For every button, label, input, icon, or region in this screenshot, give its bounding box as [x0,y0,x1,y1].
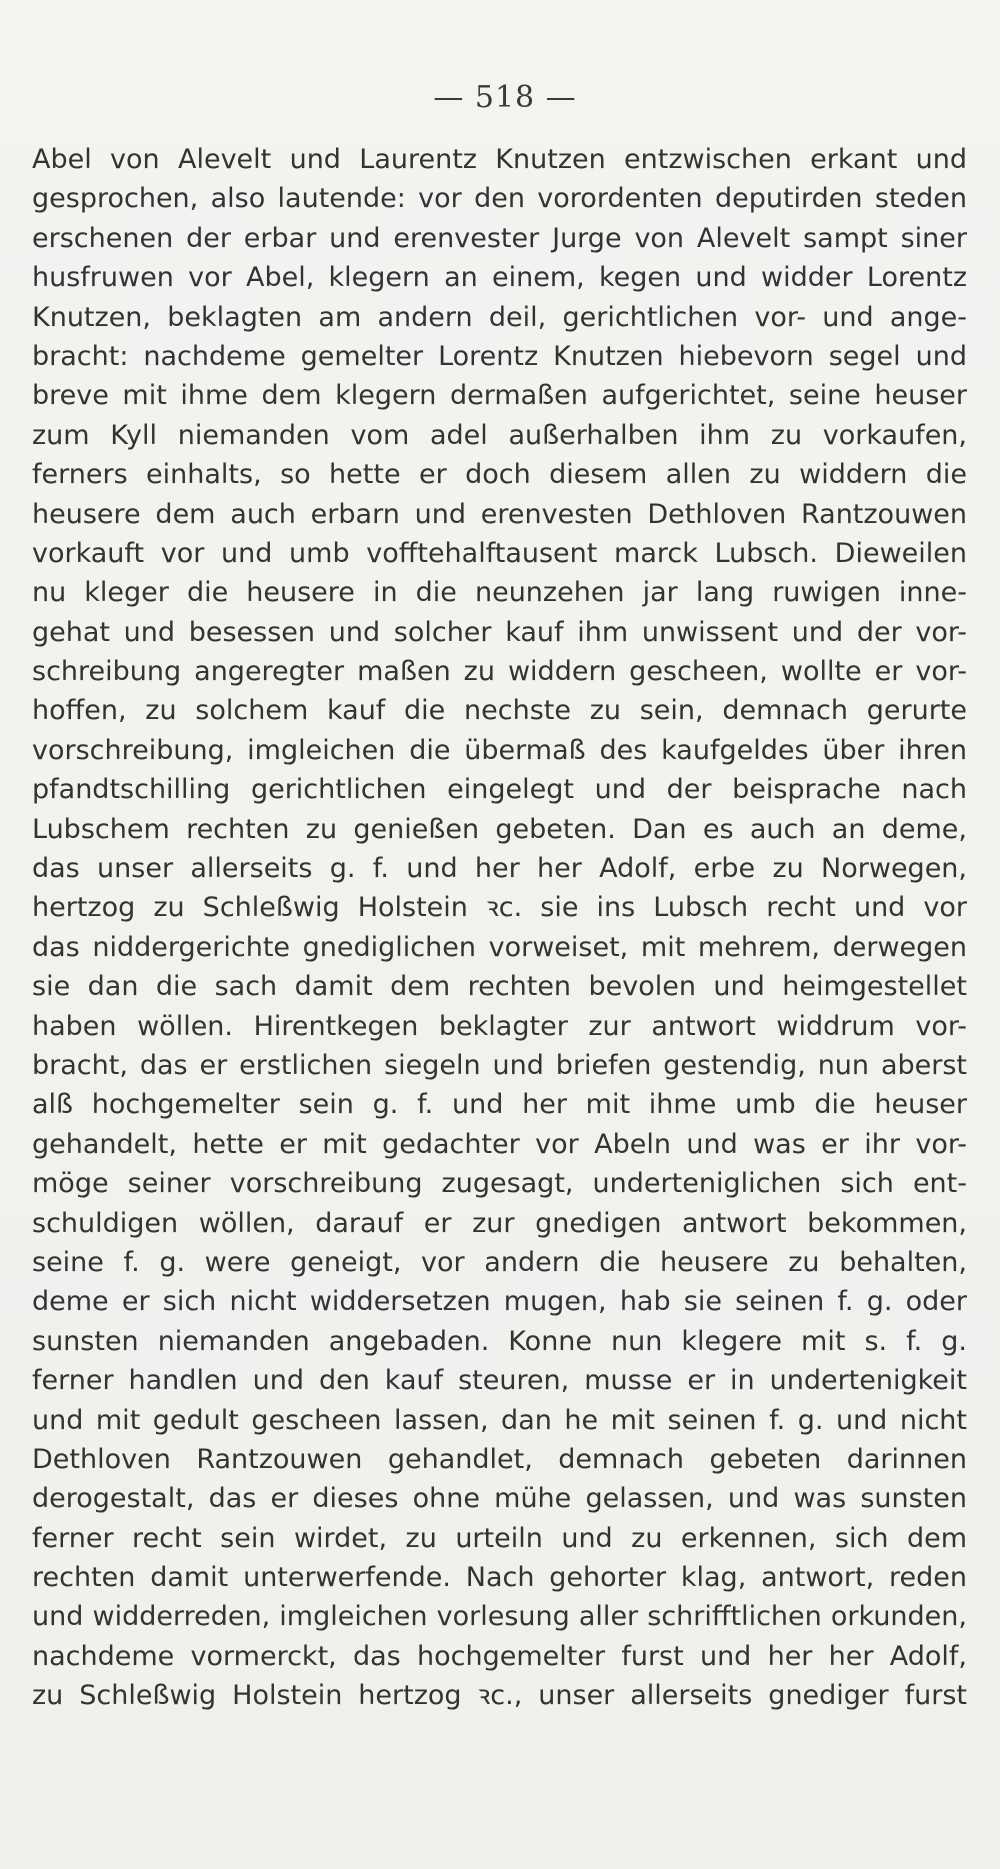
text-line: Knutzen, beklagten am andern deil, gerichtlichen vor- und ange- [32,301,967,333]
text-line: bracht, das er erstlichen siegeln und briefen gestendig, nun aberst [32,1049,967,1081]
text-line: vorkauft vor und umb vofftehalftausent marck Lubsch. Dieweilen [32,537,967,569]
text-line: das niddergerichte gnediglichen vorweiset, mit mehrem, derwegen [32,931,967,963]
text-line: gesprochen, also lautende: vor den vorordenten deputirden steden [32,183,967,215]
text-line: und mit gedult gescheen lassen, dan he mit seinen f. g. und nicht [32,1404,967,1436]
text-line: husfruwen vor Abel, klegern an einem, kegen und widder Lorentz [32,262,967,294]
text-line: hoffen, zu solchem kauf die nechste zu sein, demnach gerurte [32,695,967,727]
text-line: vorschreibung, imgleichen die übermaß des kaufgeldes über ihren [32,734,967,766]
text-line: gehandelt, hette er mit gedachter vor Abeln und was er ihr vor- [32,1128,967,1160]
text-line: ferner recht sein wirdet, zu urteiln und zu erkennen, sich dem [32,1522,967,1554]
text-line: breve mit ihme dem klegern dermaßen aufgerichtet, seine heuser [32,380,967,412]
text-line: alß hochgemelter sein g. f. und her mit ihme umb die heuser [32,1089,967,1121]
text-line: und widderreden, imgleichen vorlesung aller schrifftlichen orkunden, [32,1601,967,1633]
text-line: ferners einhalts, so hette er doch diesem allen zu widdern die [32,459,967,491]
text-line: hertzog zu Schleßwig Holstein ꝛc. sie ins Lubsch recht und vor [32,892,967,924]
text-line: das unser allerseits g. f. und her her Adolf, erbe zu Norwegen, [32,853,967,885]
text-line: schuldigen wöllen, darauf er zur gnedigen antwort bekommen, [32,1207,967,1239]
text-line: ferner handlen und den kauf steuren, musse er in undertenigkeit [32,1365,967,1397]
text-line: nachdeme vormerckt, das hochgemelter furst und her her Adolf, [32,1640,967,1672]
text-line: Lubschem rechten zu genießen gebeten. Dan es auch an deme, [32,813,967,845]
text-line: erschenen der erbar und erenvester Jurge von Alevelt sampt siner [32,222,967,254]
page-number: — 518 — [433,80,577,115]
text-line: möge seiner vorschreibung zugesagt, underteniglichen sich ent- [32,1168,967,1200]
text-line: schreibung angeregter maßen zu widdern gescheen, wollte er vor- [32,656,967,688]
text-line: deme er sich nicht widdersetzen mugen, hab sie seinen f. g. oder [32,1286,967,1318]
text-line: derogestalt, das er dieses ohne mühe gelassen, und was sunsten [32,1483,967,1515]
text-line: rechten damit unterwerfende. Nach gehorter klag, antwort, reden [32,1562,967,1594]
text-line: seine f. g. were geneigt, vor andern die heusere zu behalten, [32,1246,967,1278]
text-line: zu Schleßwig Holstein hertzog ꝛc., unser allerseits gnediger furst [32,1680,967,1712]
text-line: Dethloven Rantzouwen gehandlet, demnach gebeten darinnen [32,1443,967,1475]
text-line: bracht: nachdeme gemelter Lorentz Knutzen hiebevorn segel und [32,340,967,372]
text-line: sunsten niemanden angebaden. Konne nun klegere mit s. f. g. [32,1325,967,1357]
text-line: gehat und besessen und solcher kauf ihm unwissent und der vor- [32,616,967,648]
text-line: haben wöllen. Hirentkegen beklagter zur antwort widdrum vor- [32,1010,967,1042]
text-line: nu kleger die heusere in die neunzehen jar lang ruwigen inne- [32,577,967,609]
text-line: pfandtschilling gerichtlichen eingelegt und der beisprache nach [32,774,967,806]
text-line: zum Kyll niemanden vom adel außerhalben ihm zu vorkaufen, [32,419,967,451]
text-line: heusere dem auch erbarn und erenvesten Dethloven Rantzouwen [32,498,967,530]
text-line: sie dan die sach damit dem rechten bevolen und heimgestellet [32,971,967,1003]
text-line: Abel von Alevelt und Laurentz Knutzen entzwischen erkant und [32,144,967,175]
body-text [32,140,967,1716]
